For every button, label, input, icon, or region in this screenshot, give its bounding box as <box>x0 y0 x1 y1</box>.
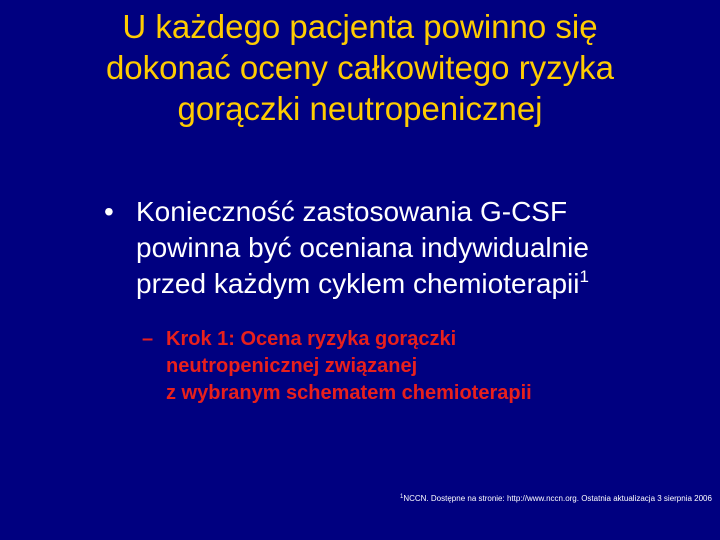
sub-bullet-line: z wybranym schematem chemioterapii <box>166 382 532 404</box>
footnote <box>400 494 718 504</box>
title-line: dokonać oceny całkowitego ryzyka <box>105 49 615 86</box>
bullet-marker: • <box>104 196 114 227</box>
bullet-line <box>136 266 696 302</box>
bullet-text <box>136 194 696 302</box>
bullet-line: Konieczność zastosowania G-CSF <box>136 196 568 227</box>
sub-bullet-line: Krok 1: Ocena ryzyka gorączki <box>166 328 457 350</box>
slide-title <box>20 6 700 129</box>
bullet-line-text: przed każdym cyklem chemioterapii <box>136 268 580 299</box>
footnote-text: NCCN. Dostępne na stronie: http://www.nccn.org. Ostatnia aktualizacja 3 sierpnia 2006 <box>403 494 712 503</box>
title-line: gorączki neutropenicznej <box>177 90 543 127</box>
title-line: U każdego pacjenta powinno się <box>122 8 598 45</box>
sub-bullet-marker: – <box>142 328 154 350</box>
sub-bullet-text <box>166 326 706 407</box>
bullet-line: powinna być oceniana indywidualnie <box>136 232 589 263</box>
footnote-reference: 1 <box>579 267 589 286</box>
footnote-marker: 1 <box>400 494 404 500</box>
sub-bullet-line: neutropenicznej związanej <box>166 355 418 377</box>
